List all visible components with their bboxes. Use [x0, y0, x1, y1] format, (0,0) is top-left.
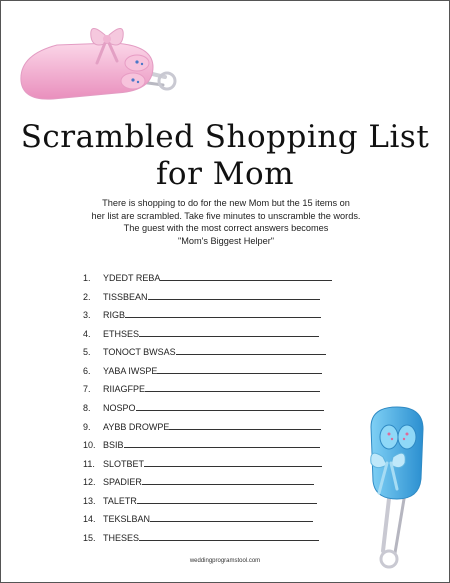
- answer-line[interactable]: [125, 307, 321, 318]
- instructions-line: her list are scrambled. Take five minutes to unscramble the words.: [91, 210, 361, 221]
- title-line-2: for Mom: [155, 156, 295, 192]
- item-number: 6.: [83, 366, 91, 376]
- answer-line[interactable]: [150, 511, 313, 522]
- answer-line[interactable]: [139, 530, 319, 541]
- scrambled-word: SLOTBET: [103, 459, 145, 469]
- answer-line[interactable]: [136, 400, 324, 411]
- scrambled-word: AYBB DROWPE: [103, 422, 170, 432]
- item-number: 1.: [83, 273, 91, 283]
- list-item: [83, 269, 332, 283]
- scrambled-word: BSIB: [103, 440, 124, 450]
- answer-line[interactable]: [176, 344, 326, 355]
- answer-line[interactable]: [157, 363, 322, 374]
- instructions-line: The guest with the most correct answers becomes: [123, 223, 329, 233]
- instructions-line: "Mom's Biggest Helper": [177, 235, 275, 246]
- blue-safety-pin-icon: [361, 401, 433, 573]
- scrambled-word: TEKSLBAN: [103, 514, 151, 524]
- scrambled-word: YDEDT REBA: [103, 273, 161, 283]
- list-item: [83, 362, 322, 376]
- answer-line[interactable]: [142, 474, 314, 485]
- answer-line[interactable]: [144, 456, 322, 467]
- scrambled-word: TONOCT BWSAS: [103, 347, 176, 357]
- item-number: 13.: [83, 496, 96, 506]
- list-item: [83, 288, 320, 302]
- list-item: [83, 325, 319, 339]
- scrambled-word: ETHSES: [103, 329, 140, 339]
- item-number: 3.: [83, 310, 91, 320]
- item-number: 2.: [83, 292, 91, 302]
- list-item: [83, 510, 313, 524]
- item-number: 12.: [83, 477, 96, 487]
- item-number: 4.: [83, 329, 91, 339]
- instructions: [61, 197, 391, 247]
- list-item: [83, 306, 321, 320]
- pink-safety-pin-icon: [13, 15, 183, 107]
- item-number: 5.: [83, 347, 91, 357]
- instructions-line: There is shopping to do for the new Mom but the 15 items on: [102, 198, 350, 208]
- scrambled-word: RIIAGFPE: [103, 384, 146, 394]
- item-number: 10.: [83, 440, 96, 450]
- answer-line[interactable]: [137, 493, 317, 504]
- answer-line[interactable]: [160, 270, 332, 281]
- scrambled-word: YABA IWSPE: [103, 366, 158, 376]
- answer-line[interactable]: [145, 381, 320, 392]
- answer-line[interactable]: [169, 419, 321, 430]
- answer-line[interactable]: [148, 289, 320, 300]
- item-number: 9.: [83, 422, 91, 432]
- item-number: 11.: [83, 459, 95, 469]
- scrambled-word: NOSPO: [103, 403, 136, 413]
- item-number: 7.: [83, 384, 91, 394]
- scrambled-word: RIGB: [103, 310, 126, 320]
- scrambled-word: SPADIER: [103, 477, 142, 487]
- list-item: [83, 455, 322, 469]
- answer-line[interactable]: [124, 437, 320, 448]
- item-number: 8.: [83, 403, 91, 413]
- scrambled-word: TISSBEAN: [103, 292, 148, 302]
- item-number: 15.: [83, 533, 96, 543]
- list-item: [83, 436, 320, 450]
- list-item: [83, 380, 320, 394]
- item-number: 14.: [83, 514, 96, 524]
- list-item: [83, 529, 319, 543]
- footer-url: weddingprogramstool.com: [189, 558, 261, 564]
- list-item: [83, 399, 324, 413]
- answer-line[interactable]: [139, 326, 319, 337]
- scrambled-word: TALETR: [103, 496, 137, 506]
- list-item: [83, 473, 314, 487]
- title-line-1: Scrambled Shopping List: [20, 119, 430, 155]
- scrambled-word: THESES: [103, 533, 140, 543]
- list-item: [83, 418, 321, 432]
- list-item: [83, 343, 326, 357]
- list-item: [83, 492, 317, 506]
